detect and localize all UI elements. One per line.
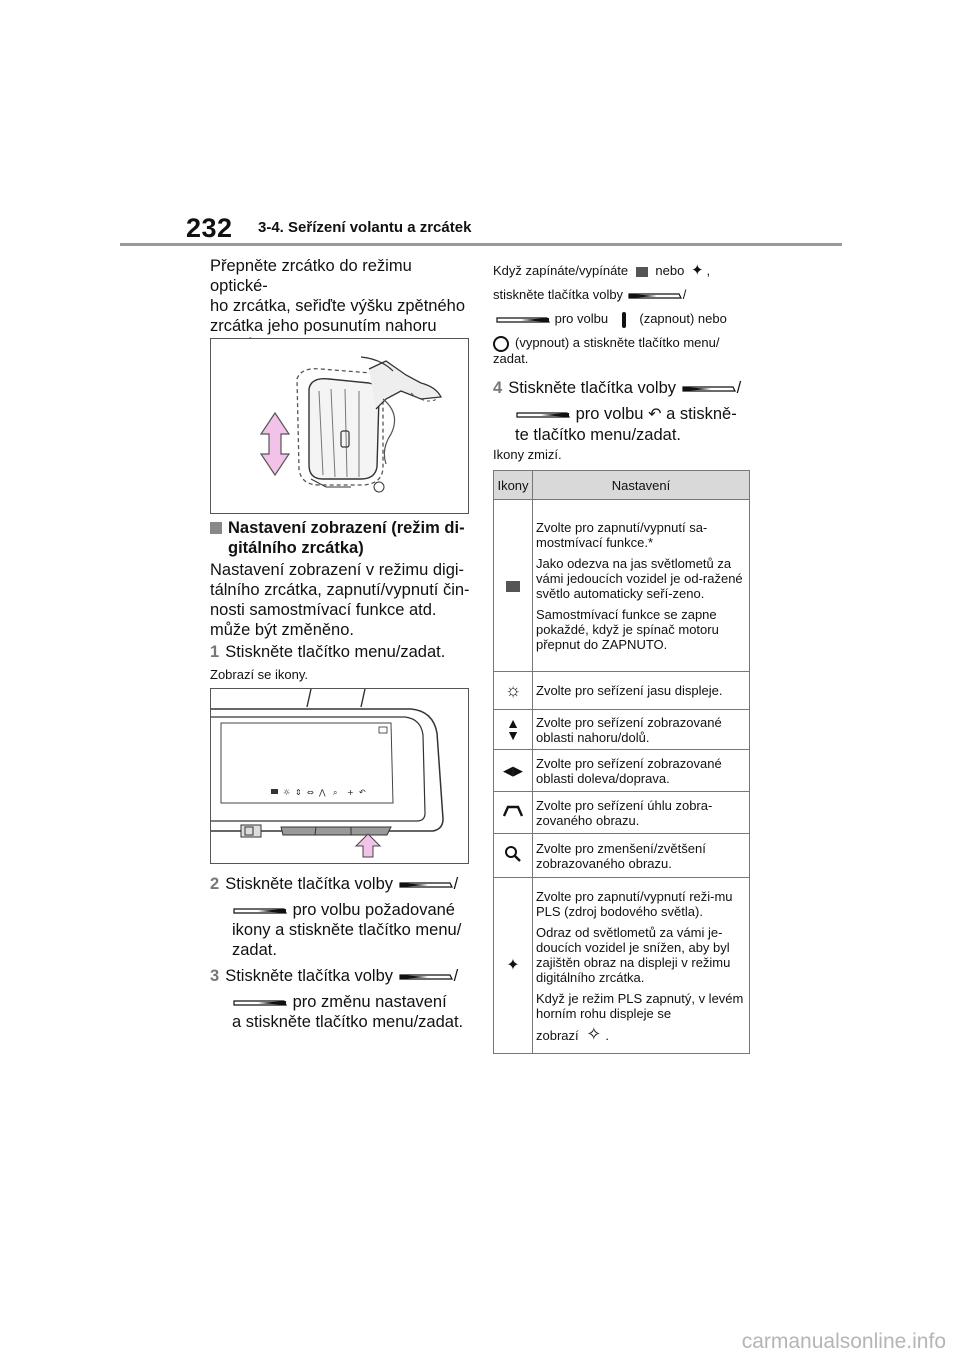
step-number: 3 — [210, 967, 220, 985]
slash-text: / — [453, 967, 459, 985]
setting-text: . — [605, 1027, 609, 1043]
icon-cell — [494, 500, 533, 672]
icon-cell — [494, 710, 533, 750]
slash-text: / — [736, 379, 742, 397]
tilt-icon — [502, 804, 524, 818]
intro-line: Přepněte zrcátko do režimu optické- — [210, 257, 412, 295]
zoom-icon — [504, 845, 522, 863]
step-number: 1 — [210, 643, 220, 661]
auto-dimming-icon — [636, 267, 648, 277]
select-down-button-icon — [232, 905, 288, 917]
note-text: Když zapínáte/vypínáte — [493, 263, 629, 278]
icons-table — [493, 470, 750, 1054]
icon-cell — [494, 834, 533, 878]
pls-outline-icon: ✧ — [586, 1023, 602, 1044]
para-line: nosti samostmívací funkce atd. — [210, 601, 437, 619]
step-2 — [210, 874, 472, 960]
table-header-row — [494, 471, 750, 500]
note-text: (vypnout) a stiskněte tlačítko menu/ — [515, 335, 720, 350]
settings-cell: Zvolte pro zmenšení/zvětšení zobrazovaného obrazu. — [533, 834, 750, 878]
step-text: pro volbu požadované — [292, 901, 455, 919]
table-row — [494, 834, 750, 878]
icon-cell — [494, 792, 533, 834]
select-up-button-icon — [398, 879, 454, 891]
mirror-tilt-illustration — [211, 339, 468, 513]
step-text: te tlačítko menu/zadat. — [515, 426, 682, 444]
page-number: 232 — [186, 213, 233, 243]
column-header-settings: Nastavení — [533, 471, 750, 500]
step-number: 4 — [493, 379, 503, 397]
heading-line: Nastavení zobrazení (režim di- — [228, 519, 465, 537]
section-title: 3-4. Seřízení volantu a zrcátek — [258, 219, 472, 236]
para-line: může být změněno. — [210, 621, 354, 639]
intro-line: zrcátka jeho posunutím nahoru — [210, 317, 437, 335]
icon-cell — [494, 750, 533, 792]
table-row — [494, 672, 750, 710]
step-3 — [210, 966, 472, 1032]
settings-cell: Zvolte pro seřízení zobrazované oblasti doleva/doprava. — [533, 750, 750, 792]
intro-line: ho zrcátka, seřiďte výšku zpětného — [210, 297, 466, 315]
settings-cell: Zvolte pro seřízení jasu displeje. — [533, 672, 750, 710]
icon-cell — [494, 878, 533, 1054]
pls-icon: ✦ — [690, 262, 704, 279]
settings-cell: Zvolte pro seřízení úhlu zobra-zovaného obrazu. — [533, 792, 750, 834]
svg-text:⇕: ⇕ — [295, 788, 302, 797]
slash-text: / — [682, 287, 687, 302]
heading-bullet-icon — [210, 522, 222, 534]
step-text: Stiskněte tlačítko menu/zadat. — [225, 643, 446, 661]
table-row — [494, 710, 750, 750]
setting-text: zobrazí — [536, 1027, 579, 1043]
note-text: stiskněte tlačítka volby — [493, 287, 624, 302]
note-text: (zapnout) nebo — [639, 311, 727, 326]
setting-text: Zvolte pro zapnutí/vypnutí reži-mu PLS (zdroj bodového světla). — [536, 888, 733, 919]
left-right-icon: ◀▶ — [503, 763, 523, 778]
icon-cell — [494, 672, 533, 710]
brightness-icon: ☼ — [504, 679, 522, 700]
step-text: ikony a stiskněte tlačítko menu/ — [232, 921, 462, 939]
setting-text: Odraz od světlometů za vámi je-doucích vozidel je snížen, aby byl zajištěn obraz na displeji v režimu digitálního zrcátka. — [536, 924, 731, 985]
mirror-tilt-figure — [210, 338, 469, 514]
setting-text: Samostmívací funkce se zapne pokaždé, když je spínač motoru přepnut do ZAPNUTO. — [536, 606, 719, 652]
settings-cell — [533, 500, 750, 672]
up-down-icon: ▲ ▼ — [506, 714, 520, 743]
note-text: , — [706, 263, 711, 278]
svg-text:☼: ☼ — [283, 788, 291, 797]
step-4-note: Ikony zmizí. — [493, 447, 562, 462]
on-icon — [622, 312, 626, 328]
step-4 — [493, 378, 755, 445]
pls-icon: ✦ — [506, 957, 520, 974]
step-text: pro volbu — [575, 405, 644, 423]
para-line: tálního zrcátka, zapnutí/vypnutí čin- — [210, 581, 470, 599]
svg-text:+: + — [347, 788, 354, 797]
step-text: Stiskněte tlačítka volby — [225, 967, 394, 985]
step-1 — [210, 642, 445, 662]
svg-text:⇔: ⇔ — [307, 788, 314, 797]
back-icon: ↶ — [648, 406, 662, 423]
section-heading — [210, 518, 470, 558]
note-text: zadat. — [493, 351, 529, 366]
setting-text: Zvolte pro zapnutí/vypnutí sa-mostmívací funkce.* — [536, 519, 708, 550]
mirror-menu-icons — [271, 788, 366, 797]
step-1-note: Zobrazí se ikony. — [210, 667, 309, 682]
select-down-button-icon — [515, 409, 571, 421]
watermark: carmanualsonline.info — [741, 1330, 946, 1353]
step-text: Stiskněte tlačítka volby — [225, 875, 394, 893]
settings-cell: Zvolte pro seřízení zobrazované oblasti nahoru/dolů. — [533, 710, 750, 750]
table-row — [494, 878, 750, 1054]
svg-text:⌕: ⌕ — [333, 788, 338, 797]
step-number: 2 — [210, 875, 220, 893]
auto-dimming-icon — [506, 581, 520, 592]
column-header-icons: Ikony — [494, 471, 533, 500]
right-note — [493, 262, 755, 366]
note-text: pro volbu — [554, 311, 609, 326]
select-down-button-icon — [495, 314, 551, 326]
select-up-button-icon — [627, 290, 683, 302]
select-up-button-icon — [681, 383, 737, 395]
table-row — [494, 792, 750, 834]
description-text — [210, 560, 472, 640]
step-text: Stiskněte tlačítka volby — [508, 379, 677, 397]
step-text: pro změnu nastavení — [292, 993, 447, 1011]
step-text: a stiskněte tlačítko menu/zadat. — [232, 1013, 464, 1031]
step-text: a stiskně- — [666, 405, 737, 423]
setting-text: Když je režim PLS zapnutý, v levém horním rohu displeje se — [536, 990, 744, 1021]
select-up-button-icon — [398, 971, 454, 983]
settings-cell — [533, 878, 750, 1054]
header-rule — [120, 243, 842, 246]
setting-text: Jako odezva na jas světlometů za vámi jedoucích vozidel je od-ražené světlo automaticky seří-zeno. — [536, 555, 743, 601]
heading-line: gitálního zrcátka) — [228, 539, 364, 557]
note-text: nebo — [655, 263, 685, 278]
para-line: Nastavení zobrazení v režimu digi- — [210, 561, 465, 579]
digital-mirror-illustration — [211, 689, 468, 863]
select-down-button-icon — [232, 997, 288, 1009]
off-icon — [493, 336, 509, 352]
svg-text:⋀: ⋀ — [319, 788, 326, 797]
table-row — [494, 500, 750, 672]
setting-text — [536, 991, 746, 1043]
digital-mirror-figure — [210, 688, 469, 864]
step-text: zadat. — [232, 941, 277, 959]
table-row — [494, 750, 750, 792]
slash-text: / — [453, 875, 459, 893]
svg-text:↶: ↶ — [359, 788, 366, 797]
